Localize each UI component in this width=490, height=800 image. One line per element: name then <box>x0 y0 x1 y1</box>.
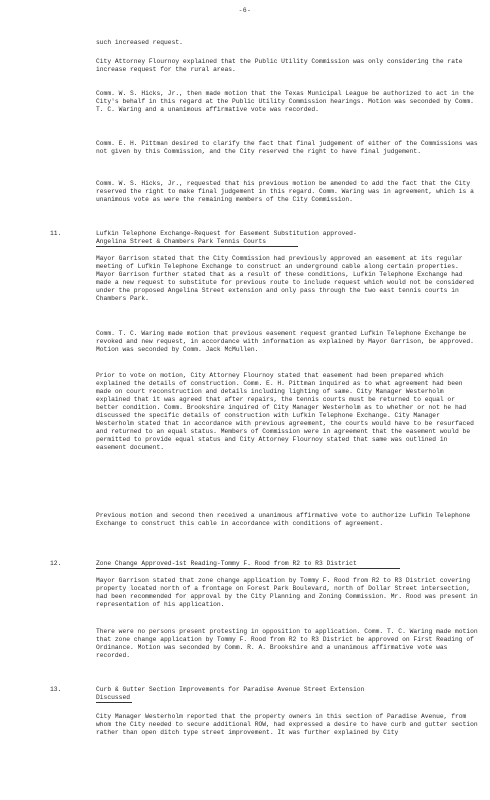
item-heading <box>96 686 478 702</box>
item-number: 13. <box>50 686 62 693</box>
paragraph-text: Comm. W. S. Hicks, Jr., requested that his previous motion be amended to add the fact that the City reserved the right to make final judgement in this regard. Comm. Waring was in agreement, which is a unanimous vote as were the remaining members of the City Commission. <box>96 180 474 204</box>
paragraph <box>96 140 478 156</box>
paragraph-text: There were no persons present protesting in opposition to application. Comm. T. C. Waring made motion that zone change application by Tommy F. Rood from R2 to R3 District be approved on First Reading of Ordinance. Motion was seconded by Comm. R. A. Brookshire and a unanimous affirmative vote was recorded. <box>96 628 478 660</box>
item-heading-line: Curb & Gutter Section Improvements for Paradise Avenue Street Extension <box>96 686 365 693</box>
paragraph-text: Comm. T. C. Waring made motion that previous easement request granted Lufkin Telephone Exchange be revoked and new request, in accordance with information as explained by Mayor Garrison, be approved. Motion was seconded by Comm. Jack McMullen. <box>96 330 474 354</box>
paragraph <box>96 713 478 737</box>
item-heading-line: Zone Change Approved-1st Reading-Tommy F. Rood from R2 to R3 District <box>96 560 357 567</box>
paragraph <box>96 39 478 47</box>
paragraph <box>96 330 478 354</box>
paragraph <box>96 512 478 528</box>
item-number: 11. <box>50 230 62 237</box>
paragraph-text: City Manager Westerholm reported that the property owners in this section of Paradise Avenue, from whom the City needed to secure additional ROW, had expressed a desire to have curb and gutter section rather than open ditch type street improvement. It was further explained by City <box>96 713 478 737</box>
heading-underline <box>96 702 132 703</box>
item-heading-line: Discussed <box>96 694 131 702</box>
paragraph-text: Comm. W. S. Hicks, Jr., then made motion that the Texas Municipal League be authorized to act in the City's behalf in this regard at the Public Utility Commission hearings. Motion was seconded by Comm. T. C. Waring and a unanimous affirmative vote was recorded. <box>96 90 474 114</box>
paragraph-text: Mayor Garrison stated that the City Commission had previously approved an easement at its regular meeting of Lufkin Telephone Exchange to construct an underground cable along certain properties. Mayor Garrison further stated that as a result of these conditions, Lufkin Telephone Exchange had made a new request to substitute for previous route to include request which would not be considered under the proposed Angelina Street extension and only pass through the two east tennis courts in Chambers Park. <box>96 255 474 303</box>
paragraph <box>96 180 478 204</box>
page-number: -6- <box>238 7 252 14</box>
item-number: 12. <box>50 560 62 567</box>
paragraph-text: Previous motion and second then received a unanimous affirmative vote to authorize Lufkin Telephone Exchange to construct this cable in accordance with conditions of agreement. <box>96 512 471 528</box>
item-heading-line: Lufkin Telephone Exchange-Request for Easement Substitution approved- <box>96 230 357 237</box>
item-heading <box>96 230 478 246</box>
paragraph-text: Comm. E. H. Pittman desired to clarify the fact that final judgement of either of the Commissions was not given by this Commission, and the City reserved the right to have final judgement. <box>96 140 478 156</box>
paragraph-text: Prior to vote on motion, City Attorney Flournoy stated that easement had been prepared which explained the details of construction. Comm. E. H. Pittman inquired as to what agreement had been made on court reconstruction and details including lighting of same. City Manager Westerholm explained that it was agreed that after repairs, the tennis courts must be returned to equal or better condition. Comm. Brookshire inquired of City Manager Westerholm as to whether or not he had discussed the specific details of construction with Lufkin Telephone Exchange. City Manager Westerholm stated that in accordance with previous agreement, the courts would have to be resurfaced and returned to an equal status. Members of Commission were in agreement that the easement would be permitted to provide equal status and City Attorney Flournoy stated that same was outlined in easement document. <box>96 372 474 452</box>
paragraph <box>96 628 478 660</box>
item-heading <box>96 560 478 568</box>
paragraph <box>96 255 478 303</box>
paragraph <box>96 372 478 452</box>
heading-underline <box>96 246 298 247</box>
paragraph <box>96 58 478 74</box>
paragraph-text: such increased request. <box>96 39 183 46</box>
heading-underline <box>96 568 400 569</box>
item-heading-line: Angelina Street & Chambers Park Tennis Courts <box>96 238 267 246</box>
paragraph-text: Mayor Garrison stated that zone change application by Tommy F. Rood from R2 to R3 District covering property located north of a frontage on Forest Park Boulevard, north of Dollar Street intersection, had been recommended for approval by the City Planning and Zoning Commission. Mr. Rood was present in representation of his application. <box>96 577 478 609</box>
paragraph-text: City Attorney Flournoy explained that the Public Utility Commission was only considering the rate increase request for the rural areas. <box>96 58 463 74</box>
paragraph <box>96 577 478 609</box>
paragraph <box>96 90 478 114</box>
